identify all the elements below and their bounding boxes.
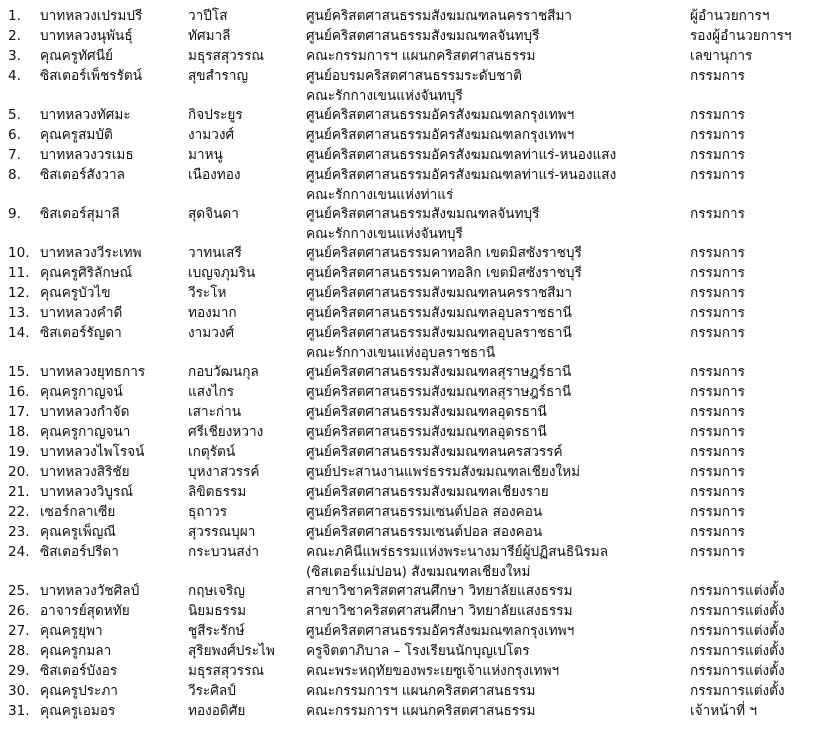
member-row xyxy=(0,165,821,204)
member-role: กรรมการแต่งตั้ง xyxy=(690,623,785,639)
member-surname: เบญจภุมริน xyxy=(188,265,256,281)
member-organization: ศูนย์คริสตศาสนธรรมสังฆมณฑลเชียงราย xyxy=(306,484,549,500)
member-name: ซิสเตอร์สังวาล xyxy=(40,167,125,183)
member-surname: บุหงาสวรรค์ xyxy=(188,464,260,480)
member-number: 6. xyxy=(8,127,21,143)
member-role: กรรมการ xyxy=(690,484,745,500)
member-row xyxy=(0,26,821,46)
member-number: 23. xyxy=(8,524,30,540)
member-role: กรรมการแต่งตั้ง xyxy=(690,663,785,679)
member-number: 14. xyxy=(8,325,30,341)
member-number: 5. xyxy=(8,107,21,123)
member-role: กรรมการ xyxy=(690,524,745,540)
member-role: กรรมการ xyxy=(690,444,745,460)
member-role: กรรมการ xyxy=(690,265,745,281)
member-number: 4. xyxy=(8,68,21,84)
member-surname: ทองมาก xyxy=(188,305,237,321)
member-name: บาทหลวงทัศมะ xyxy=(40,107,131,123)
member-row xyxy=(0,661,821,681)
member-organization: คณะภคินีแพร่ธรรมแห่งพระนางมารีย์ผู้ปฏิสนธินิรมล xyxy=(306,544,609,560)
member-surname: สุขสำราญ xyxy=(188,68,249,84)
member-name: บาทหลวงยุทธการ xyxy=(40,364,146,380)
member-surname: นิยมธรรม xyxy=(188,603,247,619)
member-number: 31. xyxy=(8,703,30,719)
member-surname: เกตุรัตน์ xyxy=(188,444,236,460)
member-name: คุณครูทัศนีย์ xyxy=(40,48,113,64)
member-name: บาทหลวงเปรมปรี xyxy=(40,8,143,24)
member-name: บาทหลวงวีระเทพ xyxy=(40,245,142,261)
member-role: กรรมการ xyxy=(690,404,745,420)
member-row xyxy=(0,323,821,362)
member-surname: วาปีโส xyxy=(188,8,228,24)
member-surname: สุดจินดา xyxy=(188,206,239,222)
member-surname: กอบวัฒนกุล xyxy=(188,364,259,380)
member-role: กรรมการ xyxy=(690,147,745,163)
member-number: 13. xyxy=(8,305,30,321)
member-role: กรรมการ xyxy=(690,305,745,321)
member-organization: ศูนย์คริสตศาสนธรรมสังฆมณฑลจันทบุรี xyxy=(306,28,540,44)
member-name: ซิสเตอร์สุมาลี xyxy=(40,206,120,222)
member-number: 24. xyxy=(8,544,30,560)
member-role: กรรมการ xyxy=(690,364,745,380)
member-name: คุณครูประภา xyxy=(40,683,118,699)
member-organization: ศูนย์คริสตศาสนธรรมเซนต์ปอล สองคอน xyxy=(306,504,543,520)
member-role: กรรมการ xyxy=(690,107,745,123)
member-name: คุณครูกาญจนา xyxy=(40,424,131,440)
member-row xyxy=(0,362,821,382)
member-surname: มธุรสสุวรรณ xyxy=(188,48,265,64)
member-organization: ศูนย์คริสตศาสนธรรมอัครสังฆมณฑลท่าแร่-หนองแสง xyxy=(306,147,617,163)
member-role: กรรมการ xyxy=(690,245,745,261)
member-number: 20. xyxy=(8,464,30,480)
member-row xyxy=(0,402,821,422)
member-surname: งามวงศ์ xyxy=(188,127,235,143)
member-number: 27. xyxy=(8,623,30,639)
member-number: 19. xyxy=(8,444,30,460)
member-role: กรรมการ xyxy=(690,167,745,183)
member-surname: แสงไกร xyxy=(188,384,235,400)
member-role: รองผู้อำนวยการฯ xyxy=(690,28,792,44)
member-row xyxy=(0,542,821,581)
member-role: กรรมการแต่งตั้ง xyxy=(690,603,785,619)
member-number: 18. xyxy=(8,424,30,440)
member-row xyxy=(0,145,821,165)
member-row xyxy=(0,442,821,462)
member-surname: กิจประยูร xyxy=(188,107,243,123)
member-organization: ศูนย์คริสตศาสนธรรมสังฆมณฑลจันทบุรี xyxy=(306,206,540,222)
member-row xyxy=(0,105,821,125)
member-name: คุณครูกมลา xyxy=(40,643,112,659)
member-surname: เนืองทอง xyxy=(188,167,241,183)
member-role: กรรมการ xyxy=(690,464,745,480)
member-row xyxy=(0,701,821,721)
member-number: 15. xyxy=(8,364,30,380)
member-organization: คณะพระหฤทัยของพระเยซูเจ้าแห่งกรุงเทพฯ xyxy=(306,663,560,679)
member-row xyxy=(0,382,821,402)
member-role: กรรมการแต่งตั้ง xyxy=(690,643,785,659)
member-surname: วีระศิลป์ xyxy=(188,683,236,699)
member-row xyxy=(0,681,821,701)
member-row xyxy=(0,125,821,145)
member-organization: ศูนย์คริสตศาสนธรรมสังฆมณฑลอุดรธานี xyxy=(306,404,547,420)
member-organization: คณะกรรมการฯ แผนกคริสตศาสนธรรม xyxy=(306,703,536,719)
member-organization: ศูนย์คริสตศาสนธรรมอัครสังฆมณฑลท่าแร่-หนองแสง xyxy=(306,167,617,183)
member-surname: วาทนเสรี xyxy=(188,245,242,261)
member-organization: ศูนย์คริสตศาสนธรรมสังฆมณฑลอุบลราชธานี xyxy=(306,325,572,341)
member-role: กรรมการแต่งตั้ง xyxy=(690,583,785,599)
member-organization: คณะกรรมการฯ แผนกคริสตศาสนธรรม xyxy=(306,48,536,64)
member-organization: ศูนย์คริสตศาสนธรรมสังฆมณฑลนครสวรรค์ xyxy=(306,444,563,460)
member-name: คุณครูบัวไข xyxy=(40,285,111,301)
member-row xyxy=(0,641,821,661)
member-organization: ศูนย์คริสตศาสนธรรมสังฆมณฑลสุราษฎร์ธานี xyxy=(306,384,572,400)
member-name: ซิสเตอร์ปรีดา xyxy=(40,544,119,560)
member-organization: ศูนย์คริสตศาสนธรรมสังฆมณฑลสุราษฎร์ธานี xyxy=(306,364,572,380)
member-role: กรรมการ xyxy=(690,206,745,222)
member-role: กรรมการ xyxy=(690,384,745,400)
member-role: เจ้าหน้าที่ ฯ xyxy=(690,703,758,719)
member-number: 17. xyxy=(8,404,30,420)
member-surname: เสาะก่าน xyxy=(188,404,242,420)
member-organization: ศูนย์คริสตศาสนธรรมอัครสังฆมณฑลกรุงเทพฯ xyxy=(306,107,575,123)
member-name: บาทหลวงวิบูรณ์ xyxy=(40,484,133,500)
member-role: เลขานุการ xyxy=(690,48,753,64)
member-surname: วีระโห xyxy=(188,285,227,301)
member-surname: มาหนู xyxy=(188,147,223,163)
member-role: กรรมการ xyxy=(690,544,745,560)
member-surname: ลิขิตธรรม xyxy=(188,484,247,500)
member-organization-continued: คณะรักกางเขนแห่งอุบลราชธานี xyxy=(306,345,496,361)
member-name: คุณครูเอมอร xyxy=(40,703,116,719)
member-organization: ครูจิตตาภิบาล – โรงเรียนนักบุญเปโตร xyxy=(306,643,530,659)
member-number: 26. xyxy=(8,603,30,619)
member-surname: ทัศมาลี xyxy=(188,28,231,44)
member-surname: มธุรสสุวรรณ xyxy=(188,663,265,679)
member-row xyxy=(0,422,821,442)
member-organization: ศูนย์คริสตศาสนธรรมเซนต์ปอล สองคอน xyxy=(306,524,543,540)
member-organization-continued: (ซิสเตอร์แม่ปอน) สังฆมณฑลเชียงใหม่ xyxy=(306,564,531,580)
member-name: คุณครูศิริลักษณ์ xyxy=(40,265,133,281)
member-surname: ศรีเชียงหวาง xyxy=(188,424,264,440)
member-surname: ชูสีระรักษ์ xyxy=(188,623,245,639)
member-surname: งามวงศ์ xyxy=(188,325,235,341)
member-number: 28. xyxy=(8,643,30,659)
member-name: คุณครูสมบัติ xyxy=(40,127,113,143)
member-row xyxy=(0,283,821,303)
member-name: บาทหลวงไพโรจน์ xyxy=(40,444,145,460)
member-number: 7. xyxy=(8,147,21,163)
member-organization: ศูนย์คริสตศาสนธรรมสังฆมณฑลอุบลราชธานี xyxy=(306,305,572,321)
member-role: ผู้อำนวยการฯ xyxy=(690,8,770,24)
member-surname: ทองอดิศัย xyxy=(188,703,246,719)
member-row xyxy=(0,46,821,66)
member-name: ซิสเตอร์บังอร xyxy=(40,663,118,679)
member-row xyxy=(0,621,821,641)
member-number: 9. xyxy=(8,206,21,222)
member-row xyxy=(0,502,821,522)
member-number: 8. xyxy=(8,167,21,183)
member-row xyxy=(0,204,821,243)
member-name: ซิสเตอร์เพ็ชรรัตน์ xyxy=(40,68,143,84)
member-number: 22. xyxy=(8,504,30,520)
member-role: กรรมการ xyxy=(690,285,745,301)
member-organization-continued: คณะรักกางเขนแห่งจันทบุรี xyxy=(306,88,463,104)
member-organization: ศูนย์อบรมคริสตศาสนธรรมระดับชาติ xyxy=(306,68,522,84)
member-surname: กระบวนสง่า xyxy=(188,544,259,560)
member-name: อาจารย์สุดหทัย xyxy=(40,603,130,619)
member-row xyxy=(0,581,821,601)
member-role: กรรมการ xyxy=(690,127,745,143)
member-name: บาทหลวงนุพันธุ์ xyxy=(40,28,133,44)
member-number: 3. xyxy=(8,48,21,64)
member-role: กรรมการ xyxy=(690,68,745,84)
member-organization: ศูนย์คริสตศาสนธรรมอัครสังฆมณฑลกรุงเทพฯ xyxy=(306,623,575,639)
member-organization: คณะกรรมการฯ แผนกคริสตศาสนธรรม xyxy=(306,683,536,699)
member-name: ซิสเตอร์รัญดา xyxy=(40,325,122,341)
member-name: บาทหลวงกำจัด xyxy=(40,404,130,420)
member-name: บาทหลวงวรเมธ xyxy=(40,147,134,163)
member-number: 30. xyxy=(8,683,30,699)
member-organization: ศูนย์คริสตศาสนธรรมคาทอลิก เขตมิสซังราชบุรี xyxy=(306,245,582,261)
member-row xyxy=(0,243,821,263)
member-number: 29. xyxy=(8,663,30,679)
member-organization: ศูนย์คริสตศาสนธรรมคาทอลิก เขตมิสซังราชบุรี xyxy=(306,265,582,281)
member-surname: สุวรรณบุผา xyxy=(188,524,256,540)
member-row xyxy=(0,303,821,323)
member-number: 11. xyxy=(8,265,30,281)
member-name: คุณครูเพ็ญณี xyxy=(40,524,116,540)
member-row xyxy=(0,482,821,502)
member-organization: ศูนย์คริสตศาสนธรรมสังฆมณฑลนครราชสีมา xyxy=(306,285,573,301)
member-name: เซอร์กลาเซีย xyxy=(40,504,116,520)
member-surname: สุริยพงศ์ประไพ xyxy=(188,643,275,659)
member-surname: กฤษเจริญ xyxy=(188,583,245,599)
member-number: 16. xyxy=(8,384,30,400)
member-row xyxy=(0,66,821,105)
member-name: คุณครูกาญจน์ xyxy=(40,384,123,400)
member-organization: ศูนย์คริสตศาสนธรรมสังฆมณฑลนครราชสีมา xyxy=(306,8,573,24)
member-number: 10. xyxy=(8,245,30,261)
member-name: บาทหลวงวัชศิลป์ xyxy=(40,583,140,599)
member-organization: สาขาวิชาคริสตศาสนศึกษา วิทยาลัยแสงธรรม xyxy=(306,603,573,619)
member-number: 2. xyxy=(8,28,21,44)
member-name: บาทหลวงสิริชัย xyxy=(40,464,130,480)
member-number: 12. xyxy=(8,285,30,301)
member-number: 25. xyxy=(8,583,30,599)
member-surname: ธุถาวร xyxy=(188,504,228,520)
member-organization: สาขาวิชาคริสตศาสนศึกษา วิทยาลัยแสงธรรม xyxy=(306,583,573,599)
member-role: กรรมการ xyxy=(690,325,745,341)
member-organization-continued: คณะรักกางเขนแห่งท่าแร่ xyxy=(306,187,454,203)
member-organization-continued: คณะรักกางเขนแห่งจันทบุรี xyxy=(306,226,463,242)
member-name: บาทหลวงคำดี xyxy=(40,305,123,321)
member-number: 1. xyxy=(8,8,21,24)
member-number: 21. xyxy=(8,484,30,500)
member-row xyxy=(0,263,821,283)
member-organization: ศูนย์คริสตศาสนธรรมอัครสังฆมณฑลกรุงเทพฯ xyxy=(306,127,575,143)
member-row xyxy=(0,6,821,26)
member-row xyxy=(0,601,821,621)
member-role: กรรมการ xyxy=(690,424,745,440)
member-row xyxy=(0,522,821,542)
member-row xyxy=(0,462,821,482)
member-role: กรรมการ xyxy=(690,504,745,520)
member-name: คุณครูยุพา xyxy=(40,623,103,639)
member-organization: ศูนย์ประสานงานแพร่ธรรมสังฆมณฑลเชียงใหม่ xyxy=(306,464,581,480)
member-role: กรรมการแต่งตั้ง xyxy=(690,683,785,699)
member-organization: ศูนย์คริสตศาสนธรรมสังฆมณฑลอุดรธานี xyxy=(306,424,547,440)
